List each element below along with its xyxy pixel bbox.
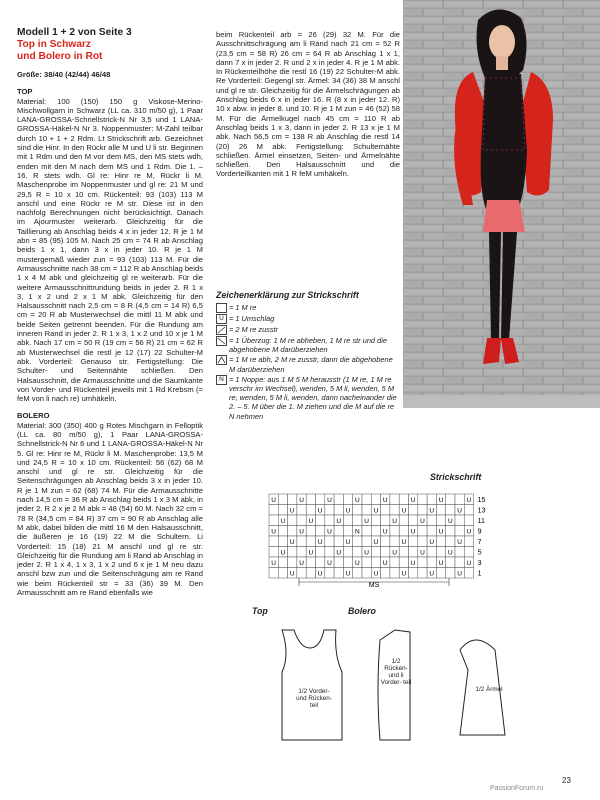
chart-cell xyxy=(325,536,334,547)
chart-cell-symbol: U xyxy=(336,549,342,557)
chart-cell xyxy=(455,515,464,526)
chart-row-number: 7 xyxy=(477,539,482,546)
chart-cell xyxy=(325,547,334,558)
chart-cell xyxy=(288,557,297,568)
bolero-piece-label: 1/2 Rücken- und li Vorder- teil xyxy=(380,658,412,686)
chart-cell xyxy=(455,547,464,558)
top-heading: TOP xyxy=(17,87,33,97)
chart-cell xyxy=(390,568,399,579)
chart-cell xyxy=(288,494,297,505)
chart-cell xyxy=(362,505,371,516)
chart-cell-symbol: U xyxy=(382,497,388,504)
knit-stitch-symbol xyxy=(216,303,227,313)
chart-cell xyxy=(427,547,436,558)
top-piece-label: 1/2 Vorder- und Rücken- teil xyxy=(296,688,332,709)
chart-cell-symbol: U xyxy=(466,528,472,536)
chart-cell xyxy=(343,557,352,568)
chart-cell-symbol: U xyxy=(289,570,295,578)
chart-cell xyxy=(464,536,473,547)
chart-cell-symbol: U xyxy=(420,518,425,525)
stitch-chart xyxy=(264,490,504,598)
chart-cell xyxy=(427,515,436,526)
chart-cell-symbol: U xyxy=(271,528,277,536)
chart-cell xyxy=(297,568,306,579)
chart-cell-symbol: U xyxy=(382,560,388,567)
bolero-instructions-continued: beim Rückenteil arb = 26 (29) 32 M. Für die Ausschnittschrägung am li Rand nach 21 cm = 52 R (23,5 cm = 58 R) 26 cm = 64 R ab Anschlag 1 x 1, dann 7 x in jeder 2. R und 2 x in jeder 4. R je 1 M abk. In Rückenteilhöhe die restl 16 (19) 22 Schulter-M abk. Re Vorderteil: Gegengl str. Ärmel: 34 (36) 38 M anschl und gl re str. Gleichzeitig für die Ärmelschrägungen ab Anschlag beids 6 x in jeder 16. R (8 x in jeder 12. R) 10 x abw. in jeder 8. und 10. R je 1 M zun = 46 (52) 58 M. Für die Ärmelkugel nach 45 cm = 110 R ab Anschlag beids 1 x 3, dann in jeder 2. R 13 x je 1 M abk. Nach 56,5 cm = 138 R ab Anschlag die restl 14 (20) 26 M abk. Fertigstellung: Schulternähte schließen. Ärmel einsetzen, Seiten- und Ärmelnähte schließen. Den Halsausschnitt und die Vorderteilkanten mit 1 R feM umhäkeln. xyxy=(216,30,400,179)
chart-cell-symbol: U xyxy=(410,497,416,504)
chart-cell xyxy=(343,547,352,558)
chart-cell-symbol: U xyxy=(438,528,444,536)
chart-cell xyxy=(371,557,380,568)
subtitle-top: Top in Schwarz xyxy=(17,39,91,50)
chart-cell-symbol: U xyxy=(336,518,342,525)
legend-item xyxy=(216,314,400,324)
chart-row-number: 5 xyxy=(477,549,482,557)
chart-cell xyxy=(334,568,343,579)
chart-cell-symbol: U xyxy=(308,549,314,557)
chart-cell-symbol: U xyxy=(457,507,463,515)
instructions-column-left xyxy=(17,27,203,597)
chart-cell-symbol: U xyxy=(364,518,370,525)
legend-text: = 1 M re abh, 2 M re zusstr, dann die abgehobene M darüberziehen xyxy=(229,355,393,374)
legend-text: = 1 M re xyxy=(229,303,257,312)
chart-cell xyxy=(399,526,408,537)
chart-cell xyxy=(446,526,455,537)
chart-cell xyxy=(446,505,455,516)
chart-cell-symbol: U xyxy=(289,507,295,515)
chart-cell-symbol: U xyxy=(410,528,416,536)
chart-cell-symbol: U xyxy=(299,560,304,567)
chart-cell xyxy=(353,515,362,526)
chart-cell-symbol: U xyxy=(466,560,472,567)
chart-cell xyxy=(390,536,399,547)
chart-cell-symbol: U xyxy=(317,570,323,578)
chart-cell-symbol: U xyxy=(457,539,463,546)
chart-cell xyxy=(464,568,473,579)
chart-cell-symbol: U xyxy=(327,497,332,504)
bolero-schematic-label: Bolero xyxy=(348,606,376,616)
legend-text: = 2 M re zusstr xyxy=(229,325,279,334)
chart-cell xyxy=(325,505,334,516)
stitch-chart-row-numbers xyxy=(478,497,486,578)
chart-cell-symbol: U xyxy=(401,507,407,515)
model-photo-illustration xyxy=(403,0,600,408)
chart-cell-symbol: U xyxy=(438,560,444,567)
chart-cell xyxy=(381,515,390,526)
chart-cell-symbol: U xyxy=(271,560,277,567)
chart-cell-symbol: U xyxy=(429,570,435,578)
chart-cell-symbol: U xyxy=(354,560,360,567)
stitch-chart-grid xyxy=(269,494,474,578)
chart-cell xyxy=(418,494,427,505)
chart-cell xyxy=(334,536,343,547)
chart-cell-symbol: U xyxy=(466,497,472,504)
chart-cell xyxy=(409,505,418,516)
chart-cell-symbol: U xyxy=(447,518,453,525)
model-photo xyxy=(403,0,600,408)
chart-cell-symbol: U xyxy=(271,497,277,504)
chart-cell-symbol: U xyxy=(299,528,304,536)
chart-cell-symbol: U xyxy=(317,507,323,515)
chart-cell xyxy=(399,557,408,568)
chart-cell xyxy=(418,526,427,537)
chart-cell xyxy=(316,515,325,526)
chart-cell xyxy=(390,526,399,537)
chart-cell xyxy=(269,515,278,526)
chart-row-number: 11 xyxy=(477,518,485,525)
chart-cell xyxy=(316,494,325,505)
chart-cell-symbol: U xyxy=(345,570,351,578)
chart-cell xyxy=(436,536,445,547)
chart-cell xyxy=(409,568,418,579)
chart-cell xyxy=(288,515,297,526)
chart-cell xyxy=(418,536,427,547)
chart-cell xyxy=(353,547,362,558)
legend-text: = 1 Umschlag xyxy=(229,314,275,323)
chart-cell xyxy=(278,505,287,516)
chart-cell xyxy=(306,505,315,516)
chart-cell xyxy=(464,547,473,558)
legend-item xyxy=(216,375,400,421)
chart-cell-symbol: U xyxy=(457,570,463,578)
chart-cell xyxy=(269,505,278,516)
chart-cell xyxy=(390,557,399,568)
chart-cell xyxy=(455,494,464,505)
chart-cell-symbol: U xyxy=(447,549,453,557)
chart-cell xyxy=(316,547,325,558)
legend-item xyxy=(216,303,400,313)
schematic-drawings xyxy=(220,600,600,780)
chart-cell-symbol: U xyxy=(392,518,397,525)
chart-cell xyxy=(353,505,362,516)
chart-cell xyxy=(288,547,297,558)
chart-cell xyxy=(278,494,287,505)
chart-row-number: 13 xyxy=(477,507,486,515)
k2tog-symbol xyxy=(216,325,227,335)
chart-cell xyxy=(381,505,390,516)
chart-cell xyxy=(297,536,306,547)
chart-row-number: 1 xyxy=(477,570,482,578)
bolero-instructions: Material: 300 (350) 400 g Rotes Mischgarn in Felloptik (LL ca. 80 m/50 g), 1 Paar LANA-GROSSA-Schnellstrick-N Nr 6 und 1 LANA-GROSSA-Häkel-N Nr 5. Gl re: Hinr re M, Rückr li M. Maschenprobe: 13,5 M und 24,5 R = 10 x 10 cm. Rückenteil: 56 (62) 68 M anschl und gl re str. Gleichzeitig für die Seitenschrägungen ab Anschlag beids 3 x in jeder 10. R je 1 M zun = 62 (68) 74 M. Für die Armausschnitte nach 14,5 cm = 36 R ab Anschlag beids 1 x 3 M abk, in jeder 2. R 2 x je 2 M abk = 48 (54) 60 M. Nach 32 cm = 78 R (34,5 cm = 84 R) 37 cm = 90 R ab Anschlag alle M abk, dabei bilden die mittl 16 M den Halsausschnitt, die äußeren je 16 (19) 22 M die Schultern. Li Vorderteil: 15 (18) 21 M anschl und gl re str. Gleichzeitig für die Rundung am li Rand ab Anschlag in jeder 2. R 1 x 4, 1 x 3, 1 x 2 und 6 x je 1 M neu dazu anschl bzw zun und die Seitenschrägung am re Rand wie beim Rückenteil str = 33 (36) 39 M. Den Armausschnitt am re Rand ebenfalls wie xyxy=(17,420,203,598)
chart-cell-symbol: U xyxy=(327,528,332,536)
chart-cell-symbol: U xyxy=(438,497,444,504)
chart-cell xyxy=(455,526,464,537)
chart-cell xyxy=(362,536,371,547)
chart-cell xyxy=(464,515,473,526)
skp-symbol xyxy=(216,336,227,346)
chart-cell xyxy=(418,568,427,579)
top-instructions: Material: 100 (150) 150 g Viskose-Merino-Mischwollgarn in Schwarz (LL ca. 310 m/50 g), 1 Paar LANA-GROSSA-Schnellstrick-N Nr 3,5 und 1 LANA-GROSSA-Häkel-N Nr 3. Noppenmuster: M-Zahl teilbar durch 10 + 1 + 2 Rdm. Lt Strickschrift arb. Gezeichnet sind die Hinr. In den Rückr alle M und U li str. Beginnen mit 1 Rdm und den M vor dem MS, den MS stets wdh, enden mit den M nach dem MS und 1 Rdm. Die 1. – 16. R stets wdh. Gl re: Hinr re M, Rückr li M. Maschenprobe im Noppenmuster und gl re: 21 M und 29,5 R = 10 x 10 cm. Rückenteil: 93 (103) 113 M anschl und eine Rückr re M str. Diese ist in den nachfolg Berechnungen nicht berücksichtigt. Danach im Ajourmuster weiterarb. Gleichzeitig für die Taillierung ab Anschlag beids 4 x in jeder 12. R je 1 M abn = 85 (95) 105 M. Nach 25 cm = 74 R ab Anschlag beids 1 x 1, dann 3 x in jeder 10. R je 1 M mustergemäß wieder zun = 93 (103) 113 M. Für die Armausschnitte nach 38 cm = 112 R ab Anschlag beids 1 x 4 M abk und gleichzeitig gl re weiterarb. Für die weitere Armausschnittrundung beids in jeder 2. R 1 x 3, 1 x 2 und 2 x 1 M abk. Gleichzeitig für den Halsausschnitt nach 2,5 cm = 8 R (4,5 cm = 14 R) 6,5 cm = 20 R ab Musterwechsel die mittl 11 M abk und beide Seiten getrennt beenden. Für die Rundung am inneren Rand in jeder 2. R 1 x 3, 1 x 2 und 10 x je 1 M abk. Nach 17 cm = 50 R (19 cm = 56 R) 21 cm = 62 R ab Musterwechsel die restl je 12 (17) 22 Schulter-M abk. Vorderteil: Genauso str. Fertigstellung: Die Schulter- und Seitennähte schließen. Den Halsausschnitt, die Armausschnitte und die Saumkante von Vorder- und Rückenteil jeweils mit 1 Rd Krebsm (= feM von li nach re) umhäkeln. xyxy=(17,96,203,404)
watermark-url: PassionForum.ru xyxy=(490,785,544,792)
chart-cell xyxy=(399,494,408,505)
chart-cell xyxy=(436,505,445,516)
chart-cell xyxy=(297,505,306,516)
chart-cell xyxy=(343,494,352,505)
chart-cell xyxy=(362,526,371,537)
chart-cell xyxy=(306,526,315,537)
chart-cell xyxy=(371,515,380,526)
sleeve-piece-label: 1/2 Ärmel xyxy=(475,686,503,693)
double-decrease-symbol xyxy=(216,355,227,365)
chart-cell xyxy=(353,568,362,579)
chart-cell-symbol: U xyxy=(308,518,314,525)
chart-row-number: 9 xyxy=(477,528,482,536)
chart-cell-symbol: U xyxy=(410,560,416,567)
sizes-line: Größe: 38/40 (42/44) 46/48 xyxy=(17,70,111,79)
chart-cell xyxy=(390,494,399,505)
chart-legend xyxy=(216,290,400,421)
chart-cell-symbol: U xyxy=(373,570,379,578)
chart-cell xyxy=(381,536,390,547)
chart-cell xyxy=(436,547,445,558)
chart-cell xyxy=(427,494,436,505)
chart-cell xyxy=(381,568,390,579)
chart-cell xyxy=(409,547,418,558)
chart-cell-symbol: U xyxy=(327,560,332,567)
chart-cell xyxy=(343,515,352,526)
legend-text: = 1 Überzug: 1 M re abheben, 1 M re str und die abgehobene M darüberziehen xyxy=(229,336,387,355)
chart-cell-symbol: N xyxy=(354,528,360,536)
instructions-column-right xyxy=(216,30,400,179)
chart-cell xyxy=(436,515,445,526)
chart-row-number: 3 xyxy=(477,560,482,567)
chart-cell xyxy=(362,494,371,505)
chart-cell xyxy=(353,536,362,547)
chart-cell xyxy=(343,526,352,537)
chart-cell-symbol: U xyxy=(429,507,435,515)
chart-cell-symbol: U xyxy=(373,507,379,515)
bolero-heading: BOLERO xyxy=(17,411,50,421)
subtitle-bolero: und Bolero in Rot xyxy=(17,51,103,62)
legend-text: = 1 Noppe: aus 1 M 5 M herausstr (1 M re, 1 M re verschr im Wechsel), wenden, 5 M li, wenden, 5 M re, wenden, 5 M li, wenden, dann nacheinander die 2. – 5. M über die 1. M ziehen und die M auf die re N nehmen xyxy=(229,374,397,421)
chart-cell-symbol: U xyxy=(280,549,286,557)
chart-cell xyxy=(306,536,315,547)
chart-cell xyxy=(306,494,315,505)
chart-cell xyxy=(306,557,315,568)
chart-cell xyxy=(325,515,334,526)
chart-cell xyxy=(316,526,325,537)
legend-item xyxy=(216,325,400,335)
chart-cell-symbol: U xyxy=(345,507,351,515)
chart-cell xyxy=(297,547,306,558)
chart-cell xyxy=(455,557,464,568)
legend-title: Zeichenerklärung zur Strickschrift xyxy=(216,290,359,300)
model-title: Modell 1 + 2 von Seite 3 xyxy=(17,27,132,38)
chart-cell xyxy=(446,536,455,547)
chart-cell-symbol: U xyxy=(420,549,425,557)
chart-cell xyxy=(427,557,436,568)
bobble-symbol: N xyxy=(216,375,227,385)
chart-cell xyxy=(399,547,408,558)
chart-cell xyxy=(269,547,278,558)
garment-schematics xyxy=(220,600,600,780)
chart-cell xyxy=(334,526,343,537)
chart-cell xyxy=(362,568,371,579)
chart-cell xyxy=(325,568,334,579)
top-schematic-label: Top xyxy=(252,606,268,616)
chart-cell xyxy=(371,526,380,537)
chart-row-number: 15 xyxy=(477,497,486,504)
legend-item xyxy=(216,355,400,373)
chart-cell-symbol: U xyxy=(364,549,370,557)
chart-cell xyxy=(446,568,455,579)
chart-cell xyxy=(390,505,399,516)
chart-cell-symbol: U xyxy=(373,539,379,546)
chart-cell-symbol: U xyxy=(345,539,351,546)
legend-item xyxy=(216,336,400,354)
chart-cell xyxy=(269,536,278,547)
chart-cell xyxy=(288,526,297,537)
chart-cell xyxy=(306,568,315,579)
chart-cell xyxy=(418,557,427,568)
chart-cell xyxy=(278,568,287,579)
chart-cell xyxy=(334,505,343,516)
stitch-chart-title: Strickschrift xyxy=(430,472,482,482)
chart-cell xyxy=(269,568,278,579)
chart-cell-symbol: U xyxy=(401,539,407,546)
chart-cell xyxy=(316,557,325,568)
chart-cell xyxy=(464,505,473,516)
chart-cell-symbol: U xyxy=(401,570,407,578)
chart-cell xyxy=(446,494,455,505)
chart-cell xyxy=(436,568,445,579)
chart-cell xyxy=(278,536,287,547)
chart-cell xyxy=(371,547,380,558)
chart-cell xyxy=(297,515,306,526)
chart-cell xyxy=(278,526,287,537)
chart-cell-symbol: U xyxy=(280,518,286,525)
chart-cell xyxy=(381,547,390,558)
yarn-over-symbol: U xyxy=(216,314,227,324)
chart-cell-symbol: U xyxy=(392,549,397,557)
chart-cell xyxy=(446,557,455,568)
chart-cell-symbol: U xyxy=(382,528,388,536)
chart-cell xyxy=(362,557,371,568)
chart-cell xyxy=(427,526,436,537)
page-number: 23 xyxy=(562,776,571,785)
chart-cell xyxy=(399,515,408,526)
chart-cell xyxy=(418,505,427,516)
chart-cell-symbol: U xyxy=(289,539,295,546)
chart-cell-symbol: U xyxy=(429,539,435,546)
chart-cell-symbol: U xyxy=(299,497,304,504)
chart-cell xyxy=(409,515,418,526)
chart-cell xyxy=(278,557,287,568)
chart-cell xyxy=(409,536,418,547)
chart-cell xyxy=(371,494,380,505)
chart-cell-symbol: U xyxy=(354,497,360,504)
chart-cell xyxy=(334,494,343,505)
chart-cell-symbol: U xyxy=(317,539,323,546)
chart-cell xyxy=(334,557,343,568)
repeat-label: MS xyxy=(368,582,380,589)
